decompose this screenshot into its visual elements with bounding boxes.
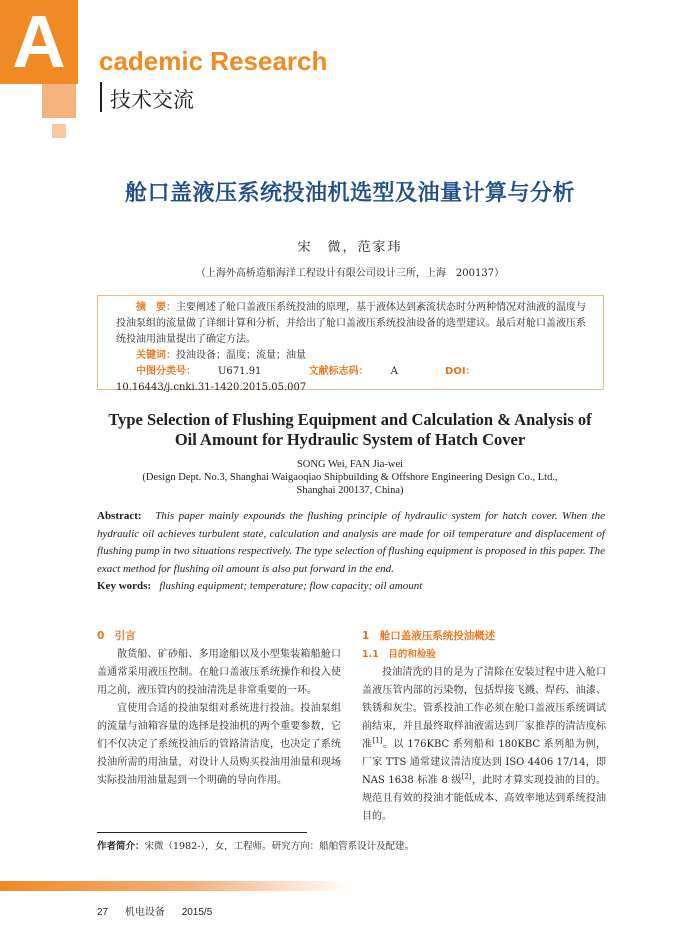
footnote-rule [97,832,307,833]
paragraph-text: ，此时才算实现投油的目的。规范且有效的投油才能低成本、高效率地达到系统投油目的。 [362,775,606,822]
keywords-text-cn: 投油设备；温度；流量；油量 [176,350,306,361]
doi-value: 10.16443/j.cnki.31-1420.2015.05.007 [116,382,307,393]
decorative-square-small [52,124,66,138]
section-brand-title: cademic Research [99,46,328,76]
body-column-left [97,627,341,790]
abstract-label-en: Abstract: [97,510,142,522]
section-heading-0: 0 引言 [97,630,136,642]
keywords-text-en: flushing equipment; temperature; flow capacity; oil amount [159,580,423,592]
issue-number: 2015/5 [181,907,213,918]
paragraph: 散货船、矿砂船、多用途船以及小型集装箱船舱口盖通常采用液压控制。在舱口盖液压系统操作和投入使用之前，液压管内的投油清洗是非常重要的一环。 [97,649,341,696]
keywords-label-en: Key words: [97,580,152,592]
abstract-text-cn: 主要阐述了舱口盖液压系统投油的原理，基于液体达到紊流状态时分两种情况对油液的温度与投油泵组的流量做了详细计算和分析，并给出了舱口盖液压系统投油设备的选型建议。最后对舱口盖液压系统投油用油量提出了确定方法。 [116,302,586,345]
keywords-en-paragraph [97,578,605,596]
paragraph [362,664,606,826]
authors-affiliation-en [0,458,700,497]
keywords-cn [116,348,593,364]
section-heading-1: 1 舱口盖液压系统投油概述 [362,630,496,642]
authors-en: SONG Wei, FAN Jia-wei [296,459,404,470]
clc-code [136,366,283,377]
affiliation-cn: （上海外高桥造船海洋工程设计有限公司设计三所，上海 200137） [195,268,505,279]
doccode-value: A [390,366,398,377]
journal-name: 机电设备 [124,907,165,918]
abstract-cn [116,300,593,348]
abstract-label-cn: 摘 要： [136,302,176,313]
citation-ref: [1] [372,736,383,745]
author-footnote [97,838,414,852]
abstract-box-cn [97,295,604,393]
paragraph-text: 投油清洗的目的是为了清除在安装过程中进入舱口盖液压管内部的污染物，包括焊接飞溅、焊药、油漆、铁锈和灰尘。管系投油工作必须在舱口盖液压系统调试前结束，并且最终取样油液需达到厂家推荐的清洁度标准 [362,667,606,750]
section-brand-subtitle: 技术交流 [110,88,194,112]
citation-ref: [2] [461,772,472,781]
page-footer [97,903,226,918]
footnote-label: 作者简介： [97,841,145,852]
doccode-label: 文献标志码： [308,366,369,377]
clc-value: U671.91 [218,366,262,377]
decorative-square [42,84,76,118]
document-code [309,366,420,377]
authors-cn: 宋 微，范家玮 [297,240,403,255]
title-en-line1: Type Selection of Flushing Equipment and Calculation & Analysis of [108,410,592,429]
affiliation-en-line2: Shanghai 200137, China) [296,485,404,496]
abstract-en-paragraph [97,508,605,578]
footnote-text: 宋微（1982-），女，工程师。研究方向：船舶管系设计及配建。 [144,841,415,852]
brand-divider [100,82,102,112]
abstract-en [97,508,605,596]
article-title-en [0,410,700,450]
footer-accent-bar [0,881,350,891]
article-title-cn: 舱口盖液压系统投油机选型及油量计算与分析 [124,181,575,206]
paragraph-text: 。以 176KBC 系列船和 180KBC 系列船为例，厂家 TTS 通常建议清洁度达到 ISO 4406 17/14，即 NAS 1638 标准 8 级 [362,739,607,786]
body-column-right [362,627,606,826]
abstract-text-en: This paper mainly expounds the flushing principle of hydraulic system for hatch cover. When the hydraulic oil achieves turbulent state, calculation and analysis are made for oil temperature and displacement of flushing pump in two situations respectively. The type selection of flushing equipment is proposed in this paper. The exact method for flushing oil amount is also put forward in the end. [97,510,605,575]
clc-label: 中图分类号： [136,366,196,377]
page-number: 27 [97,907,109,918]
title-en-line2: Oil Amount for Hydraulic System of Hatch Cover [174,430,526,449]
subsection-heading-1-1: 1.1 目的和检验 [362,649,436,660]
paragraph: 宜使用合适的投油泵组对系统进行投油。投油泵组的流量与油箱容量的选择是投油机的两个重要参数，它们不仅决定了系统投油后的管路清洁度，也决定了系统投油所需的用油量，对设计人员购买投油用油量和现场实际投油用油量起到一个明确的导向作用。 [97,703,341,786]
doi-label: DOI： [445,366,476,377]
section-initial-block: A [0,0,78,84]
article-meta-row [116,364,593,396]
affiliation-en-line1: (Design Dept. No.3, Shanghai Waigaoqiao Shipbuilding & Offshore Engineering Design Co., Ltd., [142,472,558,483]
keywords-label-cn: 关键词： [136,350,176,361]
